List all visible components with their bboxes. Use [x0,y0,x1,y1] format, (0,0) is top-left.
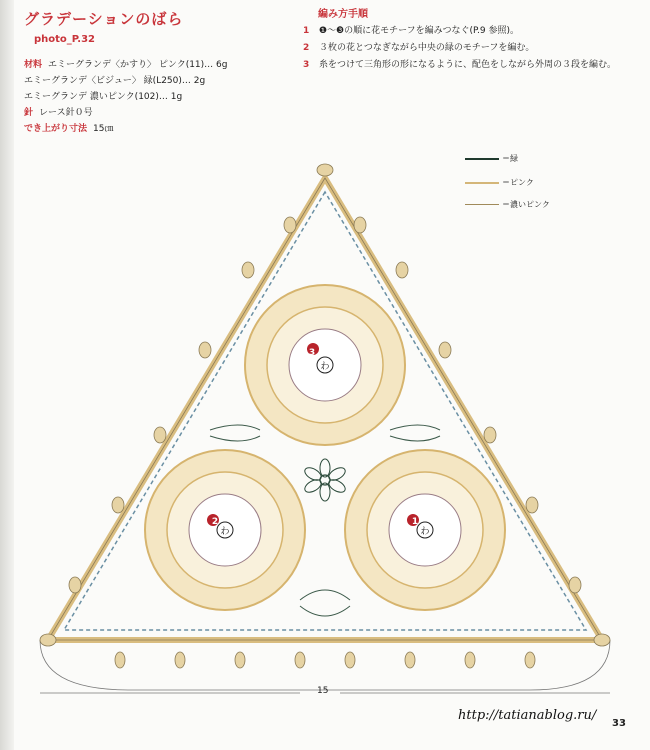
step-2: 2 ３枚の花とつなぎながら中央の緑のモチーフを編む。 [303,43,535,53]
dimension-guide-curve [40,640,610,690]
motif-2-number: 2 [211,517,219,527]
motif-1-number: 1 [411,517,419,527]
dimension-label: 15 [317,686,329,696]
step-1: 1 ❶～❸の順に花モチーフを編みつなぐ(P.9 参照)。 [303,26,520,36]
center-ring-label-2: わ [220,527,230,537]
material-line-1: 材料 エミーグランデ〈かすり〉 ピンク(11)… 6g [24,60,228,70]
legend-green: ＝緑 [465,153,518,164]
photo-reference: photo_P.32 [34,34,96,45]
steps-heading: 編み方手順 [318,9,368,20]
legend-dark-pink: ＝濃いピンク [465,199,550,210]
page-title: グラデーションのばら [24,10,184,28]
needle-line: 針 レース針０号 [24,108,93,118]
material-line-2: エミーグランデ〈ビジュー〉 緑(L250)… 2g [24,76,206,86]
legend-pink: ＝ピンク [465,177,534,188]
step-3: 3 糸をつけて三角形の形になるように、配色をしながら外周の３段を編む。 [303,60,617,70]
finished-size-line: でき上がり寸法 15㎝ [24,124,114,134]
center-flower [303,459,348,501]
motif-3-number: 3 [308,348,316,358]
page-number: 33 [612,718,626,729]
center-ring-label-3: わ [320,362,330,372]
materials-key: 材料 [24,60,43,70]
center-ring-label-1: わ [420,527,430,537]
material-line-3: エミーグランデ 濃いピンク(102)… 1g [24,92,183,102]
watermark-url: http://tatianablog.ru/ [458,708,597,723]
